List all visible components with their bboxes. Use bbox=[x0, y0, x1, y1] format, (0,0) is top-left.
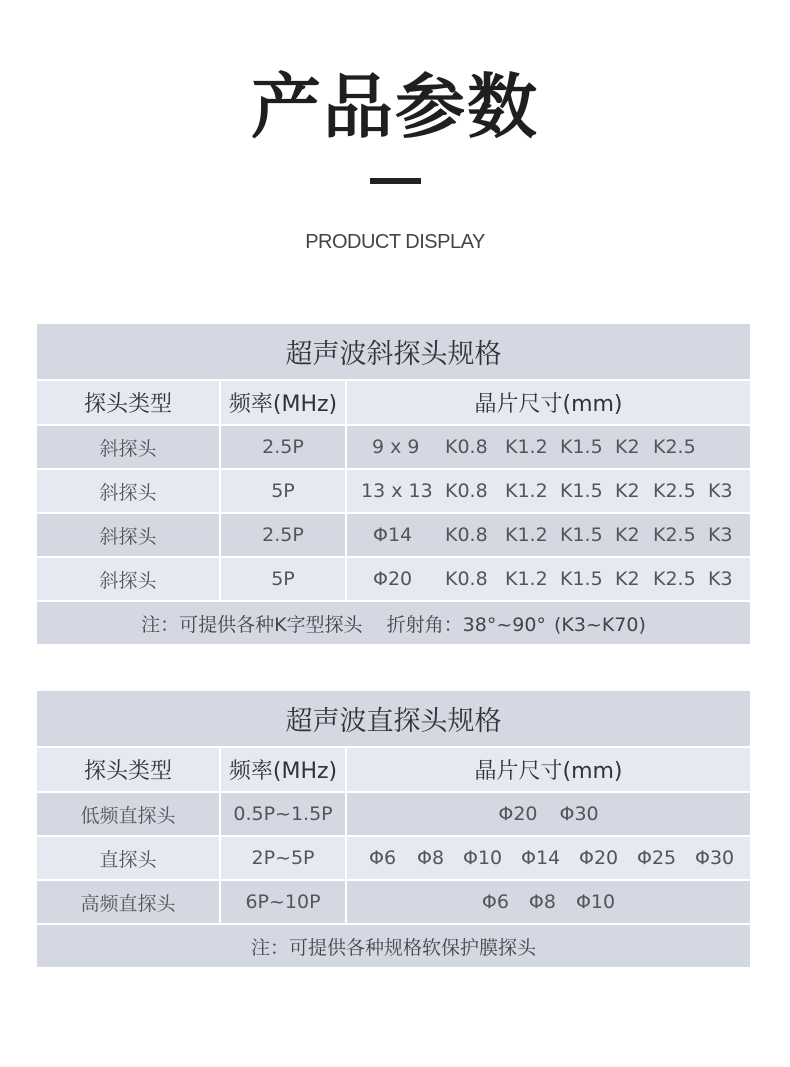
chip-value: Φ30 bbox=[695, 847, 735, 869]
chip-value: Φ25 bbox=[637, 847, 677, 869]
table-note-row bbox=[37, 601, 750, 644]
chip-size-cell bbox=[346, 425, 750, 469]
chip-value: K2.5 bbox=[653, 480, 696, 502]
chip-value: Φ6 bbox=[481, 891, 509, 913]
chip-value: K1.5 bbox=[560, 524, 603, 546]
chip-value: Φ30 bbox=[559, 803, 599, 825]
chip-value: K1.2 bbox=[505, 436, 548, 458]
table-note: 注：可提供各种规格软保护膜探头 bbox=[37, 924, 750, 967]
chip-size-cell bbox=[346, 792, 750, 836]
chip-size-cell bbox=[346, 880, 750, 924]
table-row bbox=[37, 836, 750, 880]
chip-size-cell bbox=[346, 469, 750, 513]
chip-value: K2 bbox=[615, 480, 640, 502]
table-note: 注：可提供各种K字型探头 折射角：38°~90° (K3~K70) bbox=[37, 601, 750, 644]
table-row bbox=[37, 792, 750, 836]
column-header-probe-type: 探头类型 bbox=[37, 747, 220, 792]
chip-value: 9 x 9 bbox=[372, 436, 420, 458]
page-title: 产品参数 bbox=[251, 66, 539, 148]
chip-value: K1.5 bbox=[560, 568, 603, 590]
chip-value: Φ20 bbox=[498, 803, 538, 825]
probe-type-cell: 斜探头 bbox=[37, 557, 220, 601]
table-row bbox=[37, 469, 750, 513]
chip-value: K2.5 bbox=[653, 524, 696, 546]
title-divider bbox=[370, 178, 421, 184]
chip-value: Φ10 bbox=[575, 891, 616, 913]
chip-value: Φ8 bbox=[528, 891, 556, 913]
column-header-chip-size: 晶片尺寸(mm) bbox=[346, 380, 750, 425]
table-row bbox=[37, 513, 750, 557]
frequency-cell: 5P bbox=[220, 469, 346, 513]
chip-value: K0.8 bbox=[445, 436, 488, 458]
probe-type-cell: 斜探头 bbox=[37, 513, 220, 557]
column-header-probe-type: 探头类型 bbox=[37, 380, 220, 425]
chip-value: K3 bbox=[708, 480, 733, 502]
chip-value: K2.5 bbox=[653, 436, 696, 458]
chip-size-cell bbox=[346, 513, 750, 557]
frequency-cell: 6P~10P bbox=[220, 880, 346, 924]
chip-value: K0.8 bbox=[445, 480, 488, 502]
probe-type-cell: 斜探头 bbox=[37, 469, 220, 513]
chip-value: K0.8 bbox=[445, 568, 488, 590]
chip-value: K1.5 bbox=[560, 480, 603, 502]
probe-type-cell: 斜探头 bbox=[37, 425, 220, 469]
frequency-cell: 5P bbox=[220, 557, 346, 601]
chip-value: Φ20 bbox=[373, 568, 413, 590]
chip-value: K2 bbox=[615, 436, 640, 458]
chip-value: Φ10 bbox=[463, 847, 503, 869]
frequency-cell: 2.5P bbox=[220, 425, 346, 469]
straight-probe-spec-table bbox=[37, 691, 750, 967]
frequency-cell: 2.5P bbox=[220, 513, 346, 557]
chip-value: K1.5 bbox=[560, 436, 603, 458]
table-note-row bbox=[37, 924, 750, 967]
chip-value: K2.5 bbox=[653, 568, 696, 590]
chip-value: K1.2 bbox=[505, 480, 548, 502]
column-header-chip-size: 晶片尺寸(mm) bbox=[346, 747, 750, 792]
chip-size-cell bbox=[346, 557, 750, 601]
chip-value: K2 bbox=[615, 568, 640, 590]
table-title-row bbox=[37, 324, 750, 380]
table-title: 超声波斜探头规格 bbox=[37, 324, 750, 380]
chip-value: K1.2 bbox=[505, 568, 548, 590]
chip-value: K3 bbox=[708, 524, 733, 546]
chip-value: K0.8 bbox=[445, 524, 488, 546]
table-header-row bbox=[37, 747, 750, 792]
table-title: 超声波直探头规格 bbox=[37, 691, 750, 747]
table-row bbox=[37, 425, 750, 469]
table-row bbox=[37, 557, 750, 601]
probe-type-cell: 低频直探头 bbox=[37, 792, 220, 836]
column-header-frequency: 频率(MHz) bbox=[220, 380, 346, 425]
table-header-row bbox=[37, 380, 750, 425]
chip-value: Φ6 bbox=[369, 847, 397, 869]
chip-value: 13 x 13 bbox=[361, 480, 433, 502]
probe-type-cell: 直探头 bbox=[37, 836, 220, 880]
chip-value: Φ8 bbox=[417, 847, 445, 869]
chip-value: K1.2 bbox=[505, 524, 548, 546]
frequency-cell: 0.5P~1.5P bbox=[220, 792, 346, 836]
column-header-frequency: 频率(MHz) bbox=[220, 747, 346, 792]
chip-value: K3 bbox=[708, 568, 733, 590]
chip-value: Φ14 bbox=[521, 847, 561, 869]
chip-value: K2 bbox=[615, 524, 640, 546]
chip-value: Φ20 bbox=[579, 847, 619, 869]
table-title-row bbox=[37, 691, 750, 747]
frequency-cell: 2P~5P bbox=[220, 836, 346, 880]
probe-type-cell: 高频直探头 bbox=[37, 880, 220, 924]
table-row bbox=[37, 880, 750, 924]
page-subtitle: PRODUCT DISPLAY bbox=[305, 231, 485, 253]
angle-probe-spec-table bbox=[37, 324, 750, 644]
chip-value: Φ14 bbox=[373, 524, 413, 546]
chip-size-cell bbox=[346, 836, 750, 880]
